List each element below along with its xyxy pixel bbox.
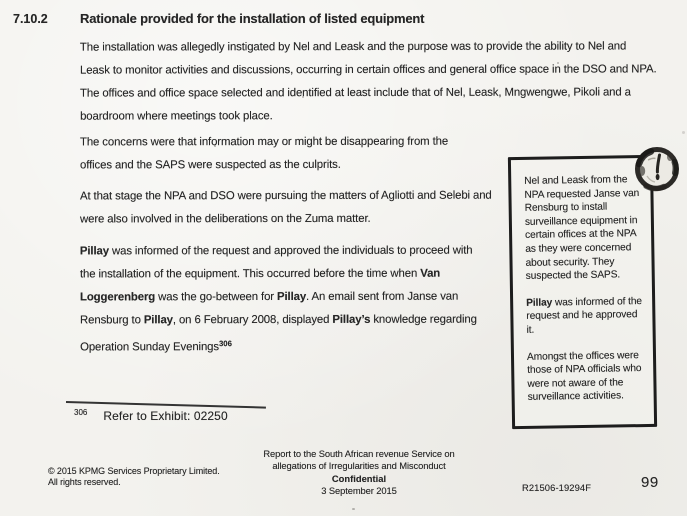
note-text: was informed of the request and he approved it.: [526, 295, 643, 336]
bold-name: Pillay: [79, 245, 109, 258]
scan-speckle: [682, 131, 685, 134]
rights-line: All rights reserved.: [48, 477, 121, 487]
scan-speckle: [557, 62, 559, 64]
footer-report-block: [250, 448, 468, 498]
paragraph-npa-dso-matters: At that stage the NPA and DSO were pursuing the matters of Agliotti and Selebi and were also involved in the deliberations on the Zuma matter.: [79, 189, 492, 226]
footer-report-title-line1: Report to the South African revenue Service on: [263, 448, 455, 459]
bold-name: Van Loggerenberg: [79, 267, 441, 304]
section-number: 7.10.2: [13, 12, 48, 26]
bold-name: Pillay’s: [332, 313, 371, 326]
footer-doc-ref: R21506-19294F: [522, 482, 592, 493]
paragraph-concerns: The concerns were that information may or might be disappearing from the offices and the SAPS were suspected as the culprits.: [79, 135, 449, 172]
footer-page-number: 99: [641, 474, 659, 491]
scan-speckle: [214, 145, 216, 147]
paragraph-pillay-approval: [80, 240, 482, 360]
body-text: . An email sent from Janse van Rensburg to: [80, 290, 459, 327]
margin-note-approval: [526, 295, 645, 338]
footer-date: 3 September 2015: [321, 485, 397, 497]
section-heading: Rationale provided for the installation of listed equipment: [80, 11, 425, 26]
paragraph-installation-rationale: The installation was allegedly instigated by Nel and Leask and the purpose was to provide the ability to Nel and Leask to monitor activities and discussions, occurring in certain offices and general office space in the DSO and NPA. The offices and office space selected and identified at least include that of Nel, Leask, Mngwengwe, Pikoli and a boardroom where meetings took place.: [79, 40, 657, 123]
body-text: was informed of the request and approved the individuals to proceed with the installation of the equipment. This occurred before the time when: [79, 244, 473, 281]
scan-speckle: [352, 508, 355, 510]
copyright-line: © 2015 KPMG Services Proprietary Limited.: [48, 466, 220, 476]
bold-name: Pillay: [276, 290, 307, 304]
footer-confidential-label: Confidential: [331, 472, 387, 484]
bold-name: Pillay: [143, 314, 173, 327]
bold-name: Pillay: [526, 297, 553, 309]
body-text: , on 6 February 2008, displayed: [172, 313, 333, 327]
margin-note-request: Nel and Leask from the NPA requested Janse van Rensburg to install surveillance equipment in certain offices at the NPA as they were concerned about security. They suspected the SAPS.: [524, 174, 640, 283]
footnote: [74, 408, 228, 423]
margin-note-box: [508, 155, 657, 429]
footer-copyright: [48, 466, 220, 488]
footnote-text: Refer to Exhibit: 02250: [103, 409, 228, 423]
margin-note-offices: Amongst the offices were those of NPA officials who were not aware of the surveillance activities.: [526, 349, 642, 404]
footnote-reference-306: 306: [218, 339, 232, 349]
footnote-number: 306: [74, 408, 88, 417]
scan-speckle: [302, 96, 304, 98]
body-text: knowledge regarding Operation Sunday Evenings: [80, 313, 477, 354]
body-text: was the go-between for: [155, 291, 278, 304]
footer-report-title-line2: allegations of Irregularities and Misconduct: [272, 460, 446, 472]
clock-stamp-icon: [634, 146, 680, 192]
